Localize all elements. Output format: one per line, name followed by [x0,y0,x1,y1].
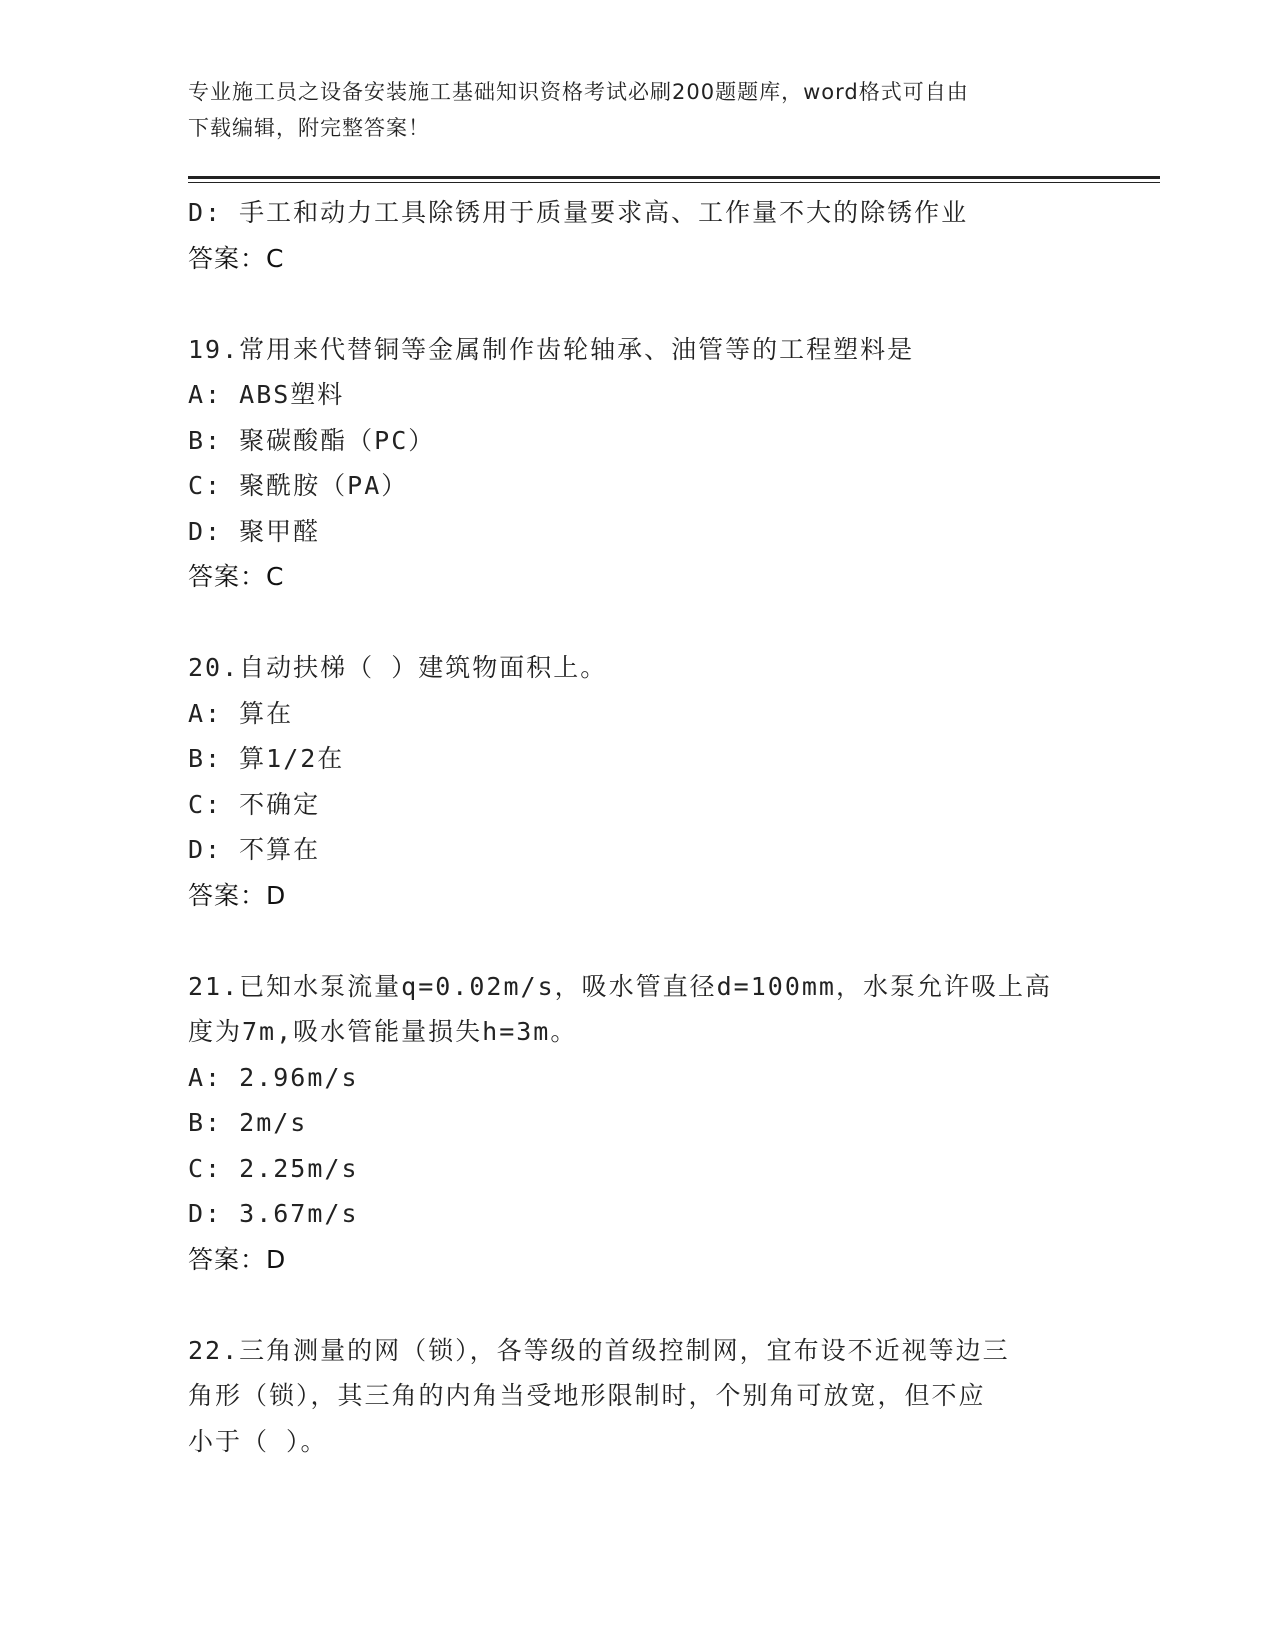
answer-line: 答案：C [188,562,285,591]
option-d: D: 不算在 [188,835,321,864]
question-stem-line-1: 22.三角测量的网（锁），各等级的首级控制网，宜布设不近视等边三 [188,1335,1010,1365]
question-21 [188,964,1088,1283]
spacer [188,281,1088,327]
option-a: A: ABS塑料 [188,380,345,409]
question-19 [188,327,1088,600]
option-b: B: 算1/2在 [188,744,345,773]
option-d: D: 3.67m/s [188,1199,359,1228]
header-line-2: 下载编辑，附完整答案！ [188,116,430,140]
option-d: D: 手工和动力工具除锈用于质量要求高、工作量不大的除锈作业 [188,198,969,227]
spacer [188,1282,1088,1328]
option-a: A: 2.96m/s [188,1062,359,1092]
question-20 [188,645,1088,918]
question-18-tail [188,190,1088,281]
question-stem-line-1: 21.已知水泵流量q=0.02m/s，吸水管直径d=100mm，水泵允许吸上高 [188,971,1052,1001]
option-d: D: 聚甲醛 [188,516,321,546]
spacer [188,918,1088,964]
question-stem-line-2: 度为7m,吸水管能量损失h=3m。 [188,1017,578,1046]
document-header [188,74,1068,146]
option-c: C: 不确定 [188,789,321,819]
question-list [188,190,1088,1464]
option-c: C: 2.25m/s [188,1153,359,1183]
question-stem-line-2: 角形（锁），其三角的内角当受地形限制时，个别角可放宽，但不应 [188,1381,986,1410]
option-a: A: 算在 [188,698,294,728]
option-b: B: 聚碳酸酯（PC） [188,425,436,455]
option-b: B: 2m/s [188,1108,308,1137]
question-stem: 19.常用来代替铜等金属制作齿轮轴承、油管等的工程塑料是 [188,334,915,364]
question-stem-line-3: 小于（ ）。 [188,1426,328,1456]
question-stem: 20.自动扶梯（ ）建筑物面积上。 [188,653,608,682]
option-c: C: 聚酰胺（PA） [188,471,409,500]
header-line-1: 专业施工员之设备安装施工基础知识资格考试必刷200题题库，word格式可自由 [188,80,969,104]
spacer [188,600,1088,646]
header-rule-thick [188,176,1160,179]
answer-line: 答案：D [188,880,287,910]
answer-line: 答案：C [188,243,285,273]
header-rule-thin [188,182,1160,183]
answer-line: 答案：D [188,1244,287,1274]
question-22 [188,1328,1088,1465]
